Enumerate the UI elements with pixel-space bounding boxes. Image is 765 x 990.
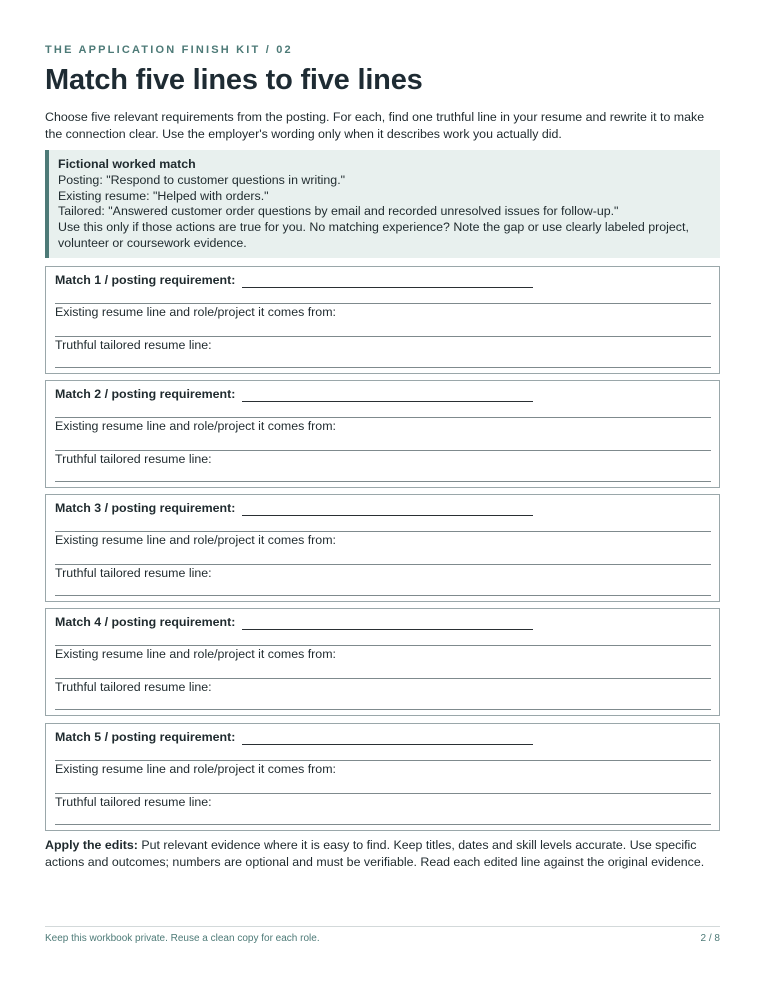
match-requirement-label: Match 1 / posting requirement: <box>55 273 236 287</box>
match-card-4 <box>45 608 720 716</box>
requirement-line[interactable] <box>55 531 711 532</box>
existing-line-label: Existing resume line and role/project it comes from: <box>55 533 336 547</box>
match-card-1 <box>45 266 720 374</box>
existing-line-blank[interactable] <box>55 450 711 451</box>
kicker: THE APPLICATION FINISH KIT / 02 <box>45 44 293 56</box>
example-existing: Existing resume: "Helped with orders." <box>58 188 269 203</box>
match-requirement-label: Match 2 / posting requirement: <box>55 387 236 401</box>
tailored-line-blank[interactable] <box>55 595 711 596</box>
tailored-line-blank[interactable] <box>55 481 711 482</box>
page-title: Match five lines to five lines <box>45 64 423 96</box>
example-note: Use this only if those actions are true for you. No matching experience? Note the gap or use clearly labeled project, volunteer or coursework evidence. <box>58 220 689 250</box>
requirement-blank[interactable] <box>242 401 533 402</box>
existing-line-blank[interactable] <box>55 793 711 794</box>
apply-edits-lead: Apply the edits: <box>45 838 138 852</box>
match-card-2 <box>45 380 720 488</box>
footer-note: Keep this workbook private. Reuse a clean copy for each role. <box>45 933 320 944</box>
tailored-line-label: Truthful tailored resume line: <box>55 566 212 580</box>
match-requirement-label: Match 3 / posting requirement: <box>55 501 236 515</box>
example-tailored: Tailored: "Answered customer order questions by email and recorded unresolved issues for follow-up." <box>58 204 619 219</box>
match-requirement-label: Match 4 / posting requirement: <box>55 615 236 629</box>
example-posting: Posting: "Respond to customer questions in writing." <box>58 172 346 187</box>
existing-line-blank[interactable] <box>55 564 711 565</box>
tailored-line-label: Truthful tailored resume line: <box>55 680 212 694</box>
existing-line-label: Existing resume line and role/project it comes from: <box>55 419 336 433</box>
existing-line-label: Existing resume line and role/project it comes from: <box>55 762 336 776</box>
requirement-line[interactable] <box>55 760 711 761</box>
tailored-line-blank[interactable] <box>55 367 711 368</box>
tailored-line-label: Truthful tailored resume line: <box>55 452 212 466</box>
apply-edits-text: Put relevant evidence where it is easy to find. Keep titles, dates and skill levels accurate. Use specific actions and outcomes; numbers are optional and must be verifiable. Read each edited line against the original evidence. <box>45 838 705 869</box>
existing-line-blank[interactable] <box>55 678 711 679</box>
requirement-line[interactable] <box>55 645 711 646</box>
requirement-line[interactable] <box>55 417 711 418</box>
requirement-line[interactable] <box>55 303 711 304</box>
tailored-line-label: Truthful tailored resume line: <box>55 795 212 809</box>
requirement-blank[interactable] <box>242 629 533 630</box>
tailored-line-blank[interactable] <box>55 709 711 710</box>
tailored-line-label: Truthful tailored resume line: <box>55 338 212 352</box>
apply-edits-paragraph <box>45 837 720 870</box>
requirement-blank[interactable] <box>242 744 533 745</box>
match-card-5 <box>45 723 720 831</box>
existing-line-label: Existing resume line and role/project it comes from: <box>55 305 336 319</box>
intro-text: Choose five relevant requirements from the posting. For each, find one truthful line in your resume and rewrite it to make the connection clear. Use the employer's wording only when it describes work you actually did. <box>45 110 705 141</box>
requirement-blank[interactable] <box>242 515 533 516</box>
existing-line-blank[interactable] <box>55 336 711 337</box>
footer-divider <box>45 926 720 927</box>
worked-example-callout <box>45 150 720 258</box>
match-card-3 <box>45 494 720 602</box>
page-number: 2 / 8 <box>700 933 720 944</box>
example-title: Fictional worked match <box>58 157 196 171</box>
match-requirement-label: Match 5 / posting requirement: <box>55 730 236 744</box>
existing-line-label: Existing resume line and role/project it comes from: <box>55 647 336 661</box>
tailored-line-blank[interactable] <box>55 824 711 825</box>
requirement-blank[interactable] <box>242 287 533 288</box>
